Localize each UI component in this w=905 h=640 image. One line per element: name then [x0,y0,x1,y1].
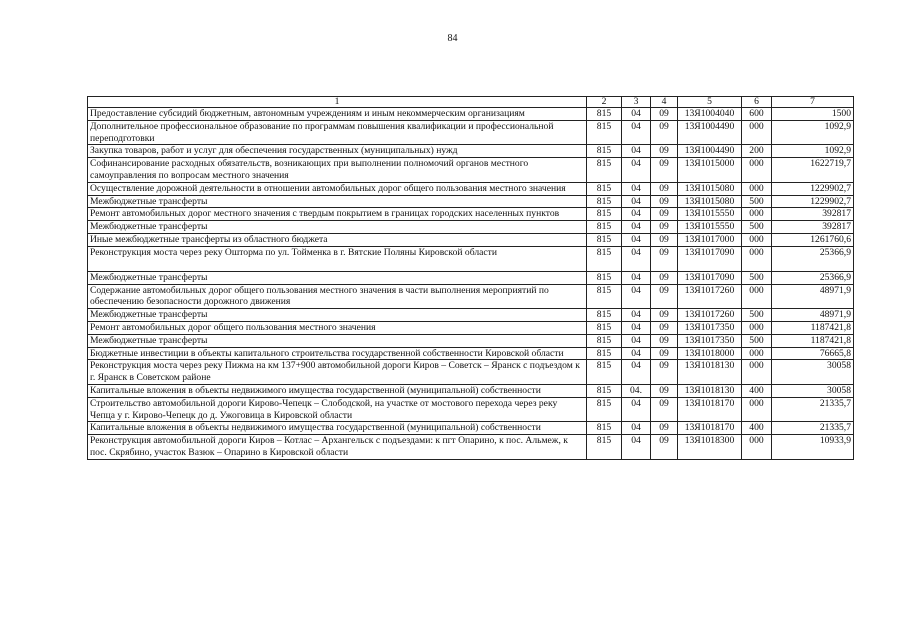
row-name-cell: Ремонт автомобильных дорог местного значения с твердым покрытием в границах городских населенных пунктов [88,208,587,221]
amount-cell: 1092,9 [772,120,854,145]
table-row [88,182,854,195]
admin-code-cell: 815 [587,108,622,121]
amount-cell: 392817 [772,221,854,234]
expense-type-cell: 500 [742,334,772,347]
admin-code-cell: 815 [587,158,622,183]
amount-cell: 1092,9 [772,145,854,158]
budget-table [87,96,854,460]
section-cell: 04 [622,145,651,158]
table-row [88,360,854,385]
subsection-cell: 09 [651,208,678,221]
amount-cell: 1500 [772,108,854,121]
expense-type-cell: 000 [742,435,772,460]
target-article-cell: 13Я1004040 [678,108,742,121]
amount-cell: 76665,8 [772,347,854,360]
subsection-cell: 09 [651,145,678,158]
row-name-cell: Предоставление субсидий бюджетным, автономным учреждениям и иным некоммерческим организациям [88,108,587,121]
table-row [88,221,854,234]
admin-code-cell: 815 [587,246,622,271]
subsection-cell: 09 [651,108,678,121]
row-name-cell: Дополнительное профессиональное образование по программам повышения квалификации и профессиональной переподготовки [88,120,587,145]
admin-code-cell: 815 [587,145,622,158]
section-cell: 04 [622,195,651,208]
subsection-cell: 09 [651,284,678,309]
admin-code-cell: 815 [587,422,622,435]
row-name-cell: Межбюджетные трансферты [88,309,587,322]
table-row [88,195,854,208]
section-cell: 04 [622,284,651,309]
table-row [88,347,854,360]
table-row [88,321,854,334]
expense-type-cell: 500 [742,309,772,322]
section-cell: 04 [622,120,651,145]
expense-type-cell: 000 [742,182,772,195]
amount-cell: 48971,9 [772,284,854,309]
expense-type-cell: 000 [742,397,772,422]
column-header: 7 [772,97,854,108]
subsection-cell: 09 [651,221,678,234]
target-article-cell: 13Я1017350 [678,334,742,347]
section-cell: 04. [622,384,651,397]
expense-type-cell: 000 [742,360,772,385]
admin-code-cell: 815 [587,195,622,208]
subsection-cell: 09 [651,347,678,360]
amount-cell: 21335,7 [772,422,854,435]
row-name-cell: Бюджетные инвестиции в объекты капитального строительства государственной собственности Кировской области [88,347,587,360]
row-name-cell: Осуществление дорожной деятельности в отношении автомобильных дорог общего пользования местного значения [88,182,587,195]
admin-code-cell: 815 [587,321,622,334]
table-row [88,120,854,145]
column-header: 1 [88,97,587,108]
section-cell: 04 [622,347,651,360]
section-cell: 04 [622,233,651,246]
subsection-cell: 09 [651,182,678,195]
row-name-cell: Закупка товаров, работ и услуг для обеспечения государственных (муниципальных) нужд [88,145,587,158]
amount-cell: 1187421,8 [772,334,854,347]
table-row [88,108,854,121]
column-header: 4 [651,97,678,108]
subsection-cell: 09 [651,309,678,322]
section-cell: 04 [622,422,651,435]
target-article-cell: 13Я1015080 [678,195,742,208]
table-row [88,271,854,284]
target-article-cell: 13Я1018130 [678,384,742,397]
subsection-cell: 09 [651,321,678,334]
target-article-cell: 13Я1015080 [678,182,742,195]
expense-type-cell: 000 [742,246,772,271]
section-cell: 04 [622,221,651,234]
target-article-cell: 13Я1017260 [678,284,742,309]
target-article-cell: 13Я1018130 [678,360,742,385]
expense-type-cell: 000 [742,233,772,246]
admin-code-cell: 815 [587,120,622,145]
section-cell: 04 [622,182,651,195]
admin-code-cell: 815 [587,309,622,322]
admin-code-cell: 815 [587,271,622,284]
subsection-cell: 09 [651,422,678,435]
admin-code-cell: 815 [587,360,622,385]
admin-code-cell: 815 [587,435,622,460]
section-cell: 04 [622,246,651,271]
expense-type-cell: 600 [742,108,772,121]
amount-cell: 1229902,7 [772,195,854,208]
subsection-cell: 09 [651,246,678,271]
subsection-cell: 09 [651,384,678,397]
expense-type-cell: 000 [742,158,772,183]
subsection-cell: 09 [651,271,678,284]
column-header: 2 [587,97,622,108]
table-row [88,309,854,322]
subsection-cell: 09 [651,233,678,246]
target-article-cell: 13Я1018300 [678,435,742,460]
admin-code-cell: 815 [587,397,622,422]
expense-type-cell: 500 [742,195,772,208]
subsection-cell: 09 [651,120,678,145]
amount-cell: 21335,7 [772,397,854,422]
expense-type-cell: 000 [742,347,772,360]
column-header: 3 [622,97,651,108]
row-name-cell: Капитальные вложения в объекты недвижимого имущества государственной (муниципальной) собственности [88,384,587,397]
target-article-cell: 13Я1004490 [678,120,742,145]
amount-cell: 30058 [772,360,854,385]
table-row [88,334,854,347]
target-article-cell: 13Я1018000 [678,347,742,360]
section-cell: 04 [622,309,651,322]
admin-code-cell: 815 [587,384,622,397]
admin-code-cell: 815 [587,284,622,309]
target-article-cell: 13Я1015000 [678,158,742,183]
amount-cell: 1229902,7 [772,182,854,195]
expense-type-cell: 400 [742,384,772,397]
table-row [88,208,854,221]
table-row [88,284,854,309]
target-article-cell: 13Я1015550 [678,208,742,221]
row-name-cell: Ремонт автомобильных дорог общего пользования местного значения [88,321,587,334]
amount-cell: 1622719,7 [772,158,854,183]
amount-cell: 25366,9 [772,271,854,284]
row-name-cell: Содержание автомобильных дорог общего пользования местного значения в части выполнения мероприятий по обеспечению безопасности дорожного движения [88,284,587,309]
admin-code-cell: 815 [587,334,622,347]
target-article-cell: 13Я1017260 [678,309,742,322]
section-cell: 04 [622,271,651,284]
section-cell: 04 [622,360,651,385]
row-name-cell: Реконструкция моста через реку Пижма на км 137+900 автомобильной дороги Киров – Советск – Яранск с подъездом к г. Яранск в Советском районе [88,360,587,385]
expense-type-cell: 500 [742,221,772,234]
expense-type-cell: 200 [742,145,772,158]
expense-type-cell: 500 [742,271,772,284]
admin-code-cell: 815 [587,221,622,234]
column-header: 5 [678,97,742,108]
table-row [88,384,854,397]
amount-cell: 30058 [772,384,854,397]
section-cell: 04 [622,435,651,460]
section-cell: 04 [622,158,651,183]
amount-cell: 1261760,6 [772,233,854,246]
expense-type-cell: 000 [742,321,772,334]
table-row [88,422,854,435]
target-article-cell: 13Я1017350 [678,321,742,334]
admin-code-cell: 815 [587,182,622,195]
row-name-cell: Межбюджетные трансферты [88,221,587,234]
section-cell: 04 [622,321,651,334]
row-name-cell: Капитальные вложения в объекты недвижимого имущества государственной (муниципальной) собственности [88,422,587,435]
row-name-cell: Реконструкция моста через реку Ошторма по ул. Тойменка в г. Вятские Поляны Кировской области [88,246,587,271]
row-name-cell: Иные межбюджетные трансферты из областного бюджета [88,233,587,246]
expense-type-cell: 000 [742,208,772,221]
expense-type-cell: 000 [742,284,772,309]
expense-type-cell: 400 [742,422,772,435]
amount-cell: 10933,9 [772,435,854,460]
amount-cell: 1187421,8 [772,321,854,334]
section-cell: 04 [622,334,651,347]
target-article-cell: 13Я1004490 [678,145,742,158]
admin-code-cell: 815 [587,208,622,221]
subsection-cell: 09 [651,334,678,347]
target-article-cell: 13Я1018170 [678,422,742,435]
row-name-cell: Софинансирование расходных обязательств, возникающих при выполнении полномочий органов местного самоуправления по вопросам местного значения [88,158,587,183]
table-row [88,397,854,422]
amount-cell: 48971,9 [772,309,854,322]
table-row [88,145,854,158]
row-name-cell: Реконструкция автомобильной дороги Киров – Котлас – Архангельск с подъездами: к пгт Опарино, к пос. Альмеж, к пос. Скрябино, участок Вазюк – Опарино в Кировской области [88,435,587,460]
expense-type-cell: 000 [742,120,772,145]
row-name-cell: Межбюджетные трансферты [88,334,587,347]
target-article-cell: 13Я1015550 [678,221,742,234]
amount-cell: 392817 [772,208,854,221]
section-cell: 04 [622,108,651,121]
target-article-cell: 13Я1017090 [678,246,742,271]
column-header: 6 [742,97,772,108]
section-cell: 04 [622,208,651,221]
admin-code-cell: 815 [587,233,622,246]
admin-code-cell: 815 [587,347,622,360]
target-article-cell: 13Я1018170 [678,397,742,422]
row-name-cell: Межбюджетные трансферты [88,195,587,208]
table-row [88,435,854,460]
subsection-cell: 09 [651,360,678,385]
target-article-cell: 13Я1017090 [678,271,742,284]
amount-cell: 25366,9 [772,246,854,271]
subsection-cell: 09 [651,397,678,422]
table-row [88,246,854,271]
table-row [88,158,854,183]
table-row [88,233,854,246]
row-name-cell: Строительство автомобильной дороги Кирово-Чепецк – Слободской, на участке от мостового перехода через реку Чепца у г. Кирово-Чепецк до д. Ужоговица в Кировской области [88,397,587,422]
subsection-cell: 09 [651,435,678,460]
page-number: 84 [447,33,458,44]
row-name-cell: Межбюджетные трансферты [88,271,587,284]
subsection-cell: 09 [651,195,678,208]
subsection-cell: 09 [651,158,678,183]
section-cell: 04 [622,397,651,422]
target-article-cell: 13Я1017000 [678,233,742,246]
table-header-row [88,97,854,108]
